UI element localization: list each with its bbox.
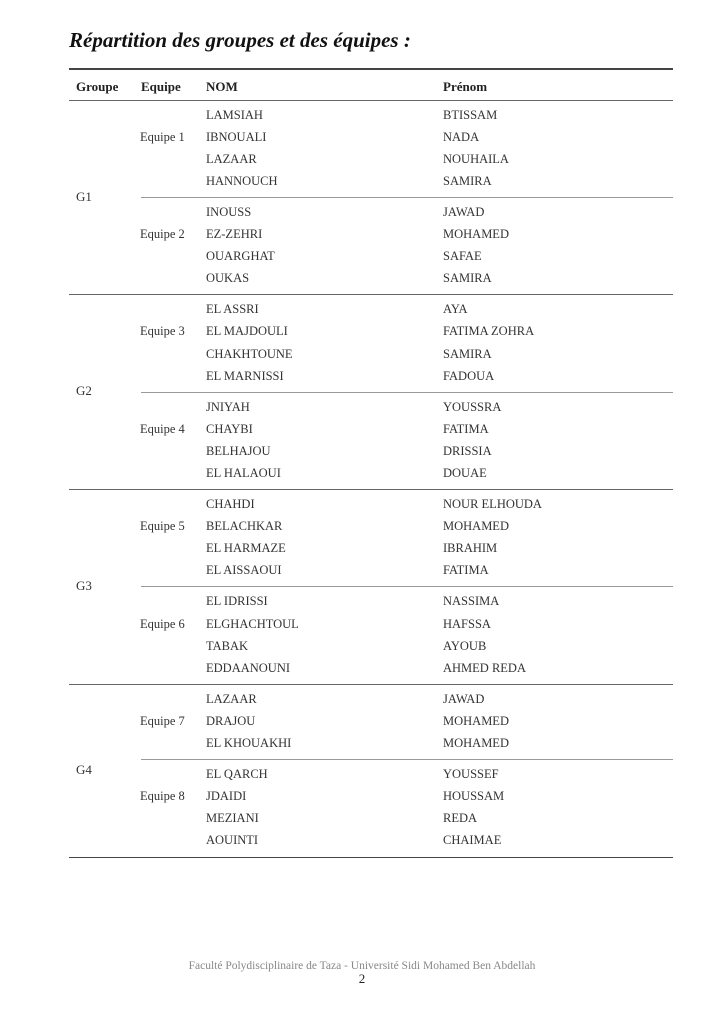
- team-label: Equipe 5: [140, 519, 185, 534]
- table-row: [69, 268, 673, 290]
- member-prenom: NASSIMA: [443, 594, 500, 609]
- table-body: [69, 101, 673, 859]
- group-label: G1: [76, 188, 92, 204]
- member-prenom: BTISSAM: [443, 107, 498, 122]
- table-row: [69, 202, 673, 224]
- member-prenom: SAMIRA: [443, 346, 492, 361]
- groups-table: [69, 68, 673, 858]
- table-row: [69, 149, 673, 171]
- group-label: G4: [76, 761, 92, 777]
- team-label: Equipe 4: [140, 421, 185, 436]
- member-prenom: AYA: [443, 302, 468, 317]
- member-nom: EL MARNISSI: [206, 368, 284, 383]
- member-nom: EZ-ZEHRI: [206, 227, 263, 242]
- member-nom: CHAHDI: [206, 497, 255, 512]
- group-block: [69, 490, 673, 684]
- header-nom: NOM: [206, 78, 238, 94]
- member-prenom: MOHAMED: [443, 227, 509, 242]
- member-nom: AOUINTI: [206, 833, 259, 848]
- member-prenom: IBRAHIM: [443, 541, 498, 556]
- table-row: [69, 366, 673, 388]
- group-label: G3: [76, 578, 92, 594]
- member-prenom: FADOUA: [443, 368, 495, 383]
- group-block: [69, 685, 673, 857]
- member-nom: TABAK: [206, 638, 249, 653]
- header-prenom: Prénom: [443, 78, 488, 94]
- team-block: [69, 393, 673, 489]
- member-nom: LAMSIAH: [206, 107, 263, 122]
- bottom-rule: [69, 857, 673, 859]
- page-number: 2: [358, 971, 366, 986]
- member-prenom: DRISSIA: [443, 443, 492, 458]
- member-prenom: JAWAD: [443, 691, 485, 706]
- table-header: [69, 70, 673, 100]
- member-nom: EL KHOUAKHI: [206, 736, 292, 751]
- member-prenom: FATIMA: [443, 563, 489, 578]
- member-nom: DRAJOU: [206, 713, 256, 728]
- group-block: [69, 295, 673, 489]
- member-nom: LAZAAR: [206, 691, 257, 706]
- team-label: Equipe 8: [140, 789, 185, 804]
- footer-text: Faculté Polydisciplinaire de Taza - Université Sidi Mohamed Ben Abdellah: [188, 960, 536, 972]
- page-title: Répartition des groupes et des équipes :: [69, 28, 411, 52]
- member-nom: EDDAANOUNI: [206, 660, 291, 675]
- member-prenom: FATIMA ZOHRA: [443, 324, 535, 339]
- member-prenom: NOUR ELHOUDA: [443, 497, 542, 512]
- member-prenom: MOHAMED: [443, 713, 509, 728]
- team-label: Equipe 6: [140, 616, 185, 631]
- member-nom: EL IDRISSI: [206, 594, 268, 609]
- team-block: [69, 685, 673, 759]
- member-nom: INOUSS: [206, 204, 252, 219]
- member-nom: EL MAJDOULI: [206, 324, 288, 339]
- member-prenom: SAMIRA: [443, 173, 492, 188]
- member-prenom: MOHAMED: [443, 519, 509, 534]
- group-block: [69, 101, 673, 295]
- team-block: [69, 198, 673, 294]
- member-nom: EL HALAOUI: [206, 466, 281, 480]
- member-prenom: CHAIMAE: [443, 833, 502, 848]
- member-prenom: MOHAMED: [443, 736, 509, 751]
- member-prenom: AYOUB: [443, 638, 487, 653]
- member-prenom: JAWAD: [443, 204, 485, 219]
- table-row: [69, 494, 673, 516]
- member-nom: LAZAAR: [206, 151, 257, 166]
- member-nom: EL ASSRI: [206, 302, 259, 317]
- member-prenom: HAFSSA: [443, 616, 491, 631]
- member-nom: JNIYAH: [206, 399, 250, 414]
- team-label: Equipe 3: [140, 324, 185, 339]
- table-row: [69, 441, 673, 463]
- member-prenom: HOUSSAM: [443, 789, 505, 804]
- team-label: Equipe 1: [140, 129, 185, 144]
- table-row: [69, 591, 673, 613]
- member-prenom: SAFAE: [443, 249, 482, 264]
- team-label: Equipe 7: [140, 713, 185, 728]
- header-equipe: Equipe: [141, 78, 181, 94]
- member-prenom: NOUHAILA: [443, 151, 509, 166]
- team-block: [69, 587, 673, 683]
- team-label: Equipe 2: [140, 227, 185, 242]
- table-row: [69, 344, 673, 366]
- member-nom: MEZIANI: [206, 811, 259, 826]
- member-prenom: YOUSSRA: [443, 399, 502, 414]
- team-block: [69, 101, 673, 197]
- member-prenom: SAMIRA: [443, 271, 492, 286]
- member-prenom: FATIMA: [443, 421, 489, 436]
- member-nom: IBNOUALI: [206, 129, 267, 144]
- team-block: [69, 295, 673, 391]
- team-block: [69, 760, 673, 856]
- header-groupe: Groupe: [76, 78, 119, 94]
- table-row: [69, 246, 673, 268]
- member-prenom: YOUSSEF: [443, 767, 499, 782]
- member-nom: EL AISSAOUI: [206, 563, 282, 578]
- table-row: [69, 171, 673, 193]
- member-nom: CHAKHTOUNE: [206, 346, 293, 361]
- table-row: [69, 299, 673, 321]
- table-row: [69, 733, 673, 755]
- table-row: [69, 761, 673, 786]
- member-prenom: AHMED REDA: [443, 660, 526, 675]
- member-prenom: DOUAE: [443, 466, 487, 480]
- group-label: G2: [76, 383, 92, 399]
- member-nom: JDAIDI: [206, 789, 247, 804]
- member-nom: OUKAS: [206, 271, 250, 286]
- member-nom: EL QARCH: [206, 767, 268, 782]
- table-row: [69, 560, 673, 582]
- table-row: [69, 658, 673, 680]
- table-row: [69, 636, 673, 658]
- member-nom: OUARGHAT: [206, 249, 275, 264]
- member-nom: BELACHKAR: [206, 519, 283, 534]
- member-nom: EL HARMAZE: [206, 541, 286, 556]
- table-row: [69, 538, 673, 560]
- member-prenom: NADA: [443, 129, 480, 144]
- member-nom: ELGHACHTOUL: [206, 616, 299, 631]
- member-nom: BELHAJOU: [206, 443, 271, 458]
- team-block: [69, 490, 673, 586]
- table-row: [69, 808, 673, 830]
- table-row: [69, 105, 673, 127]
- member-prenom: REDA: [443, 811, 478, 826]
- table-row: [69, 397, 673, 419]
- member-nom: CHAYBI: [206, 421, 253, 436]
- member-nom: HANNOUCH: [206, 173, 278, 188]
- table-row: [69, 463, 673, 485]
- table-row: [69, 689, 673, 711]
- table-row: [69, 830, 673, 852]
